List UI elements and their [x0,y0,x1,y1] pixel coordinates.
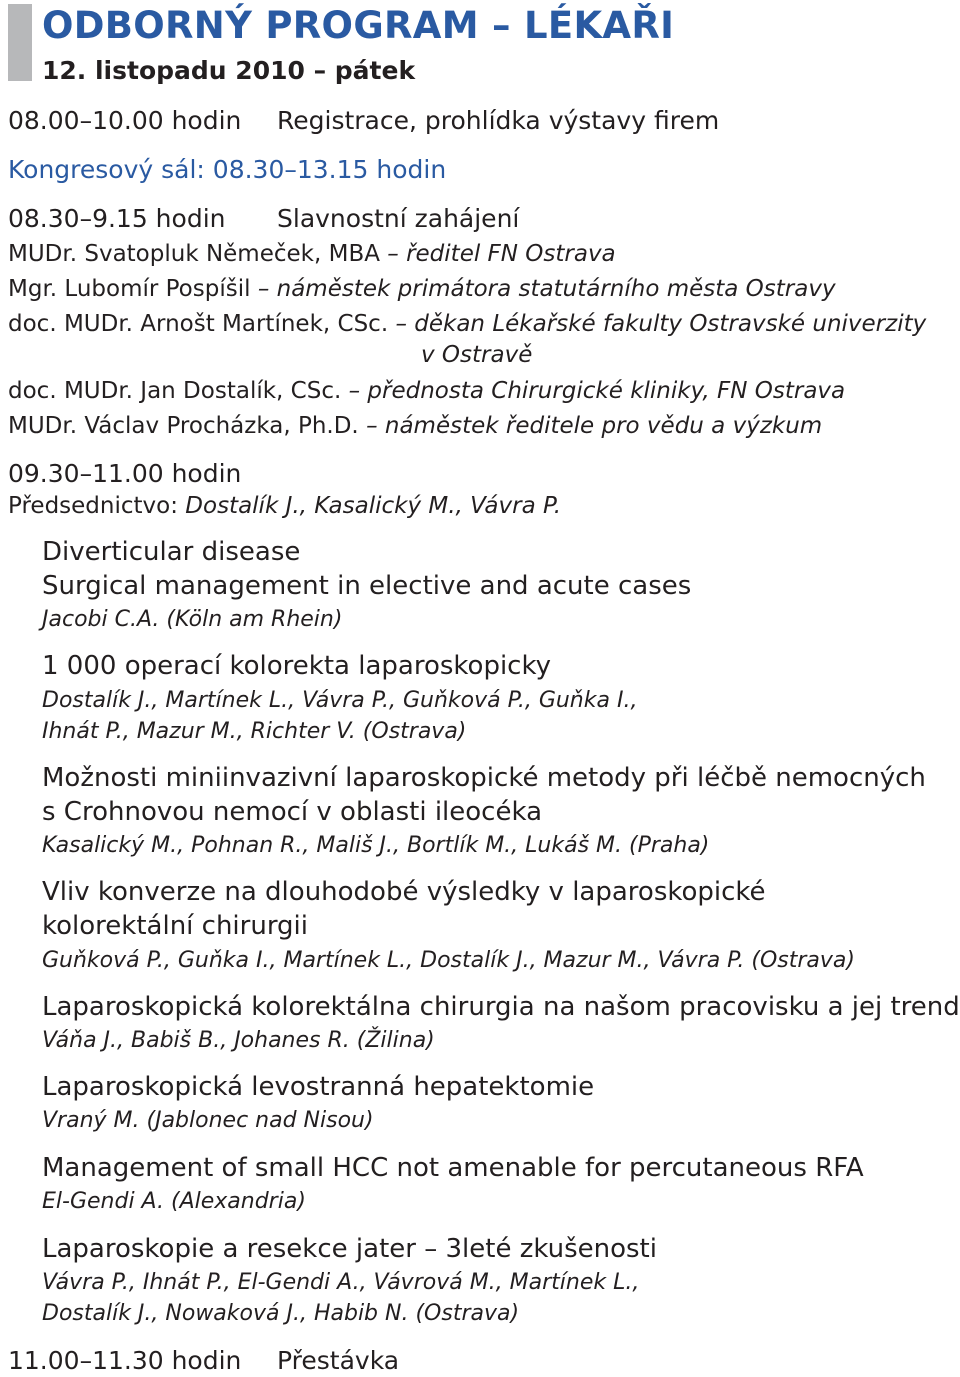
talk-title: kolorektální chirurgii [42,911,309,941]
speaker-line [8,241,616,267]
speaker-name: doc. MUDr. Jan Dostalík, CSc. [8,378,342,404]
talk-title: Laparoskopie a resekce jater – 3leté zkušenosti [42,1234,657,1264]
talk-authors: El-Gendi A. (Alexandria) [42,1189,306,1214]
talk-authors: Ihnát P., Mazur M., Richter V. (Ostrava) [42,719,467,744]
speaker-role: – děkan Lékařské fakulty Ostravské univerzity [395,311,927,337]
talk-title: Laparoskopická kolorektálna chirurgia na našom pracovisku a jej trend [42,992,960,1022]
opening-time: 08.30–9.15 hodin [8,204,226,233]
talk-authors: Dostalík J., Martínek L., Vávra P., Guňková P., Guňka I., [42,688,638,713]
talk-authors: Vávra P., Ihnát P., El-Gendi A., Vávrová M., Martínek L., [42,1270,640,1295]
speaker-role: – ředitel FN Ostrava [387,241,616,267]
speaker-role: – náměstek primátora statutárního města Ostravy [257,276,836,302]
speaker-line [8,276,836,302]
speaker-role-continuation: v Ostravě [421,342,533,368]
speaker-role: – přednosta Chirurgické kliniky, FN Ostrava [348,378,846,404]
chair-label: Předsednictvo: [8,493,178,519]
talk-title: Laparoskopická levostranná hepatektomie [42,1072,595,1102]
hall-heading: Kongresový sál: 08.30–13.15 hodin [8,155,447,184]
talk-title: Diverticular disease [42,537,301,567]
talk-authors: Váňa J., Babiš B., Johanes R. (Žilina) [42,1028,435,1053]
session-chair [8,493,561,519]
speaker-line [8,378,845,404]
talk-title: Vliv konverze na dlouhodobé výsledky v laparoskopické [42,877,766,907]
opening-label: Slavnostní zahájení [277,204,520,233]
talk-authors: Guňková P., Guňka I., Martínek L., Dostalík J., Mazur M., Vávra P. (Ostrava) [42,948,855,973]
break-time: 11.00–11.30 hodin [8,1346,242,1375]
talk-authors: Jacobi C.A. (Köln am Rhein) [42,607,343,632]
talk-title: Surgical management in elective and acute cases [42,571,692,601]
registration-label: Registrace, prohlídka výstavy firem [277,106,720,135]
talk-title: 1 000 operací kolorekta laparoskopicky [42,651,551,681]
speaker-role: – náměstek ředitele pro vědu a výzkum [366,413,823,439]
speaker-line [8,413,822,439]
talk-authors: Vraný M. (Jablonec nad Nisou) [42,1108,374,1133]
speaker-name: MUDr. Svatopluk Němeček, MBA [8,241,380,267]
chair-names: Dostalík J., Kasalický M., Vávra P. [185,493,562,519]
speaker-name: MUDr. Václav Procházka, Ph.D. [8,413,359,439]
page-title: ODBORNÝ PROGRAM – LÉKAŘI [42,4,675,47]
speaker-line [8,311,926,337]
talk-authors: Kasalický M., Pohnan R., Mališ J., Bortlík M., Lukáš M. (Praha) [42,833,710,858]
talk-authors: Dostalík J., Nowaková J., Habib N. (Ostrava) [42,1301,520,1326]
talk-title: Možnosti miniinvazivní laparoskopické metody při léčbě nemocných [42,763,926,793]
speaker-name: doc. MUDr. Arnošt Martínek, CSc. [8,311,389,337]
break-label: Přestávka [277,1346,400,1375]
header-accent-bar [8,4,32,81]
session-time: 09.30–11.00 hodin [8,459,242,488]
registration-time: 08.00–10.00 hodin [8,106,242,135]
speaker-name: Mgr. Lubomír Pospíšil [8,276,251,302]
talk-title: s Crohnovou nemocí v oblasti ileocéka [42,797,543,827]
talk-title: Management of small HCC not amenable for percutaneous RFA [42,1153,864,1183]
page-date: 12. listopadu 2010 – pátek [42,56,416,85]
